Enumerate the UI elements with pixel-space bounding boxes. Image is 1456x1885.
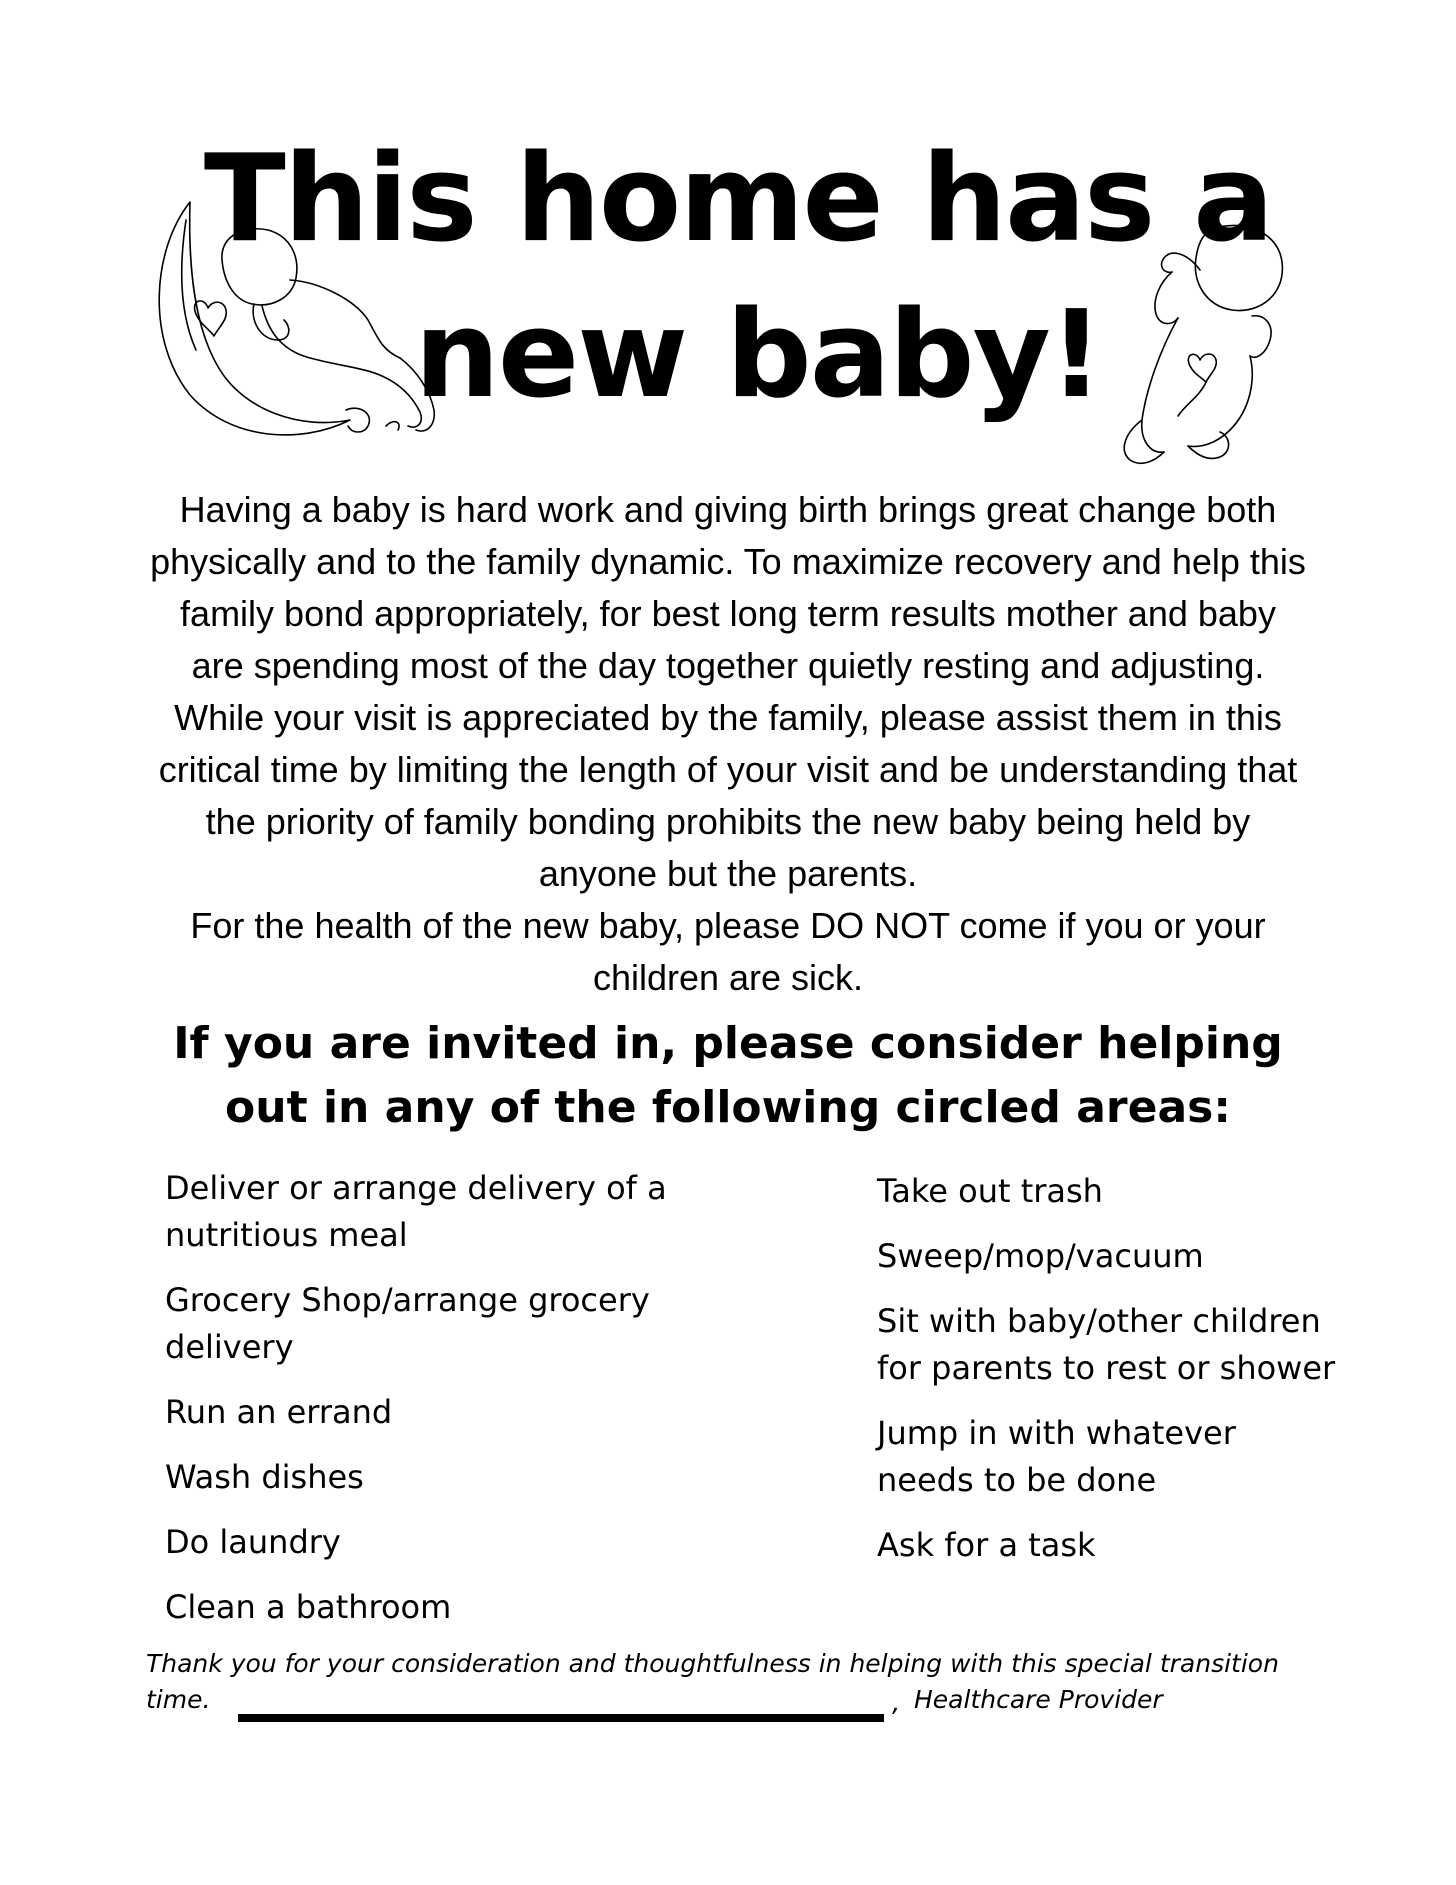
task-item[interactable]: Run an errand	[165, 1393, 393, 1431]
task-list-right	[877, 1168, 1337, 1587]
title-line-2: new baby!	[414, 286, 1102, 425]
task-item[interactable]: Grocery Shop/arrange grocery delivery	[165, 1281, 650, 1366]
signature-line[interactable]	[238, 1714, 884, 1722]
task-item[interactable]: Do laundry	[165, 1523, 341, 1561]
task-item[interactable]: Clean a bathroom	[165, 1588, 452, 1626]
intro-paragraph: Having a baby is hard work and giving birth brings great change both physically and to the family dynamic. To maximize recovery and help this family bond appropriately, for best long term results mother and baby are spending most of the day together quietly resting and adjusting. While your visit is appreciated by the family, please assist them in this critical time by limiting the length of your visit and be understanding that the priority of family bonding prohibits the new baby being held by anyone but the parents.	[150, 489, 1306, 894]
title-line-1: This home has a	[203, 130, 1273, 269]
task-item[interactable]: Sweep/mop/vacuum	[877, 1237, 1204, 1275]
task-item[interactable]: Take out trash	[877, 1172, 1103, 1210]
task-item[interactable]: Sit with baby/other children for parents to rest or shower	[877, 1302, 1336, 1387]
sleeping-baby-on-moon-icon	[150, 190, 440, 450]
intro-text	[150, 484, 1306, 1004]
task-item[interactable]: Jump in with whatever needs to be done	[877, 1414, 1236, 1499]
task-list-left	[165, 1165, 725, 1649]
help-subheading: If you are invited in, please consider helping out in any of the following circled areas:	[173, 1018, 1283, 1133]
sick-notice: For the health of the new baby, please DO NOT come if you or your children are sick.	[190, 905, 1266, 998]
signature-comma: ,	[892, 1688, 901, 1718]
task-item[interactable]: Deliver or arrange delivery of a nutritious meal	[165, 1169, 667, 1254]
newborn-baby-icon	[1060, 210, 1310, 470]
task-item[interactable]: Ask for a task	[877, 1526, 1096, 1564]
task-item[interactable]: Wash dishes	[165, 1458, 364, 1496]
thank-you-note: Thank you for your consideration and thoughtfulness in helping with this special transition time.	[146, 1649, 1279, 1714]
healthcare-provider-label: Healthcare Provider	[914, 1685, 1163, 1714]
